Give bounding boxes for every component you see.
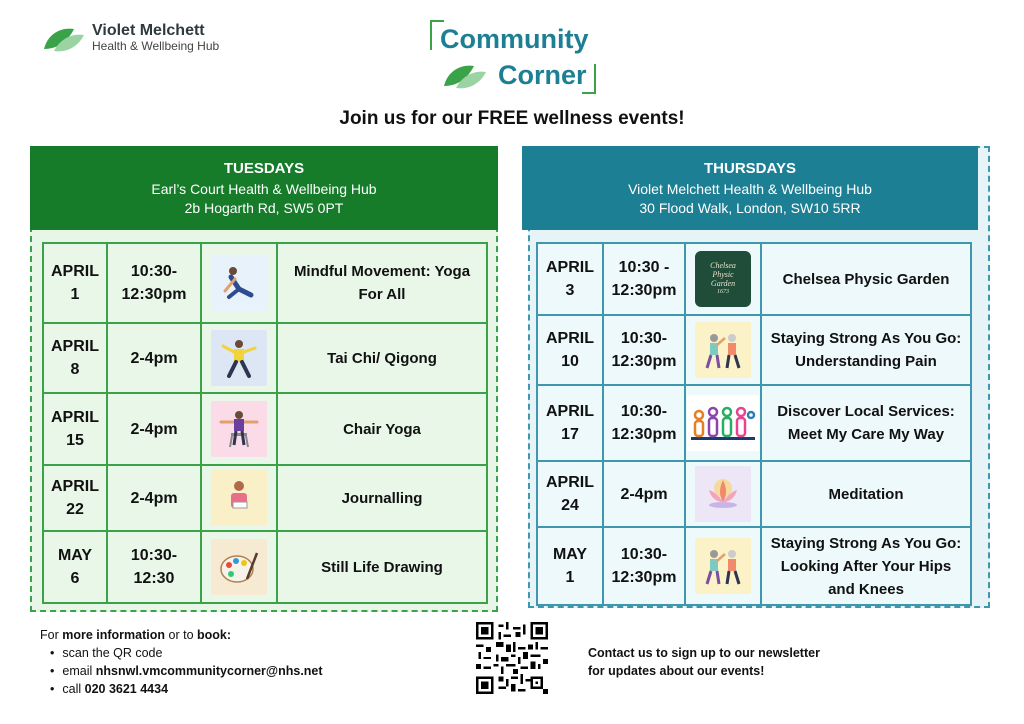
event-title: Staying Strong As You Go: Understanding Pain (761, 315, 971, 385)
tuesdays-header (30, 146, 498, 230)
event-time: 10:30- 12:30 (107, 531, 201, 603)
table-row (537, 243, 971, 315)
event-title: Meditation (761, 461, 971, 527)
event-image (685, 243, 761, 315)
event-image (685, 315, 761, 385)
event-date: APRIL 3 (537, 243, 603, 315)
table-row (43, 531, 487, 603)
panel-venue: Earl’s Court Health & Wellbeing Hub (151, 181, 377, 197)
event-time: 2-4pm (603, 461, 685, 527)
chair-yoga-icon (211, 401, 267, 457)
thursdays-table (536, 242, 972, 606)
palette-icon (211, 539, 267, 595)
leaf-icon (40, 23, 86, 53)
event-time: 2-4pm (107, 323, 201, 393)
event-title: Staying Strong As You Go: Looking After Your Hips and Knees (761, 527, 971, 605)
brand-subtitle: Health & Wellbeing Hub (92, 39, 220, 53)
garden-badge-icon: Chelsea Physic Garden 1673 (695, 251, 751, 307)
info-list (40, 644, 323, 698)
phone-number[interactable]: 020 3621 4434 (84, 682, 169, 696)
info-intro: For more information or to book: (40, 628, 232, 642)
tai-chi-icon (211, 330, 267, 386)
panel-day: THURSDAYS (704, 160, 796, 177)
event-time: 2-4pm (107, 393, 201, 465)
event-image (201, 243, 277, 323)
thursdays-header (522, 146, 978, 230)
email-link[interactable]: nhsnwl.vmcommunitycorner@nhs.net (95, 664, 323, 678)
brand-name: Violet Melchett (92, 22, 205, 39)
event-image (201, 323, 277, 393)
table-row (43, 465, 487, 531)
logo-line1: Community (440, 24, 589, 54)
event-time: 10:30- 12:30pm (603, 315, 685, 385)
leaf-icon (440, 60, 490, 90)
newsletter-line: Contact us to sign up to our newsletter (588, 646, 820, 660)
table-row (537, 527, 971, 605)
people-icon (687, 395, 759, 451)
table-row (537, 315, 971, 385)
journal-icon (211, 470, 267, 526)
event-title: Discover Local Services: Meet My Care My Way (761, 385, 971, 461)
event-time: 10:30- 12:30pm (603, 527, 685, 605)
yoga-icon (211, 255, 267, 311)
brand-logo (40, 22, 219, 53)
tuesdays-table (42, 242, 488, 604)
event-image (201, 393, 277, 465)
event-image (201, 465, 277, 531)
event-date: APRIL 1 (43, 243, 107, 323)
panel-address: 30 Flood Walk, London, SW10 5RR (639, 200, 861, 216)
thursdays-panel (528, 146, 990, 608)
qr-code-icon[interactable] (476, 622, 548, 694)
event-title: Still Life Drawing (277, 531, 487, 603)
event-date: APRIL 24 (537, 461, 603, 527)
event-image (201, 531, 277, 603)
event-image (685, 385, 761, 461)
community-corner-logo (430, 20, 600, 94)
event-time: 10:30- 12:30pm (107, 243, 201, 323)
panel-venue: Violet Melchett Health & Wellbeing Hub (628, 181, 872, 197)
list-item: • email nhsnwl.vmcommunitycorner@nhs.net (50, 662, 323, 680)
event-title: Journalling (277, 465, 487, 531)
event-image (685, 461, 761, 527)
event-title: Mindful Movement: Yoga For All (277, 243, 487, 323)
event-title: Chelsea Physic Garden (761, 243, 971, 315)
table-row (537, 385, 971, 461)
list-item: • call 020 3621 4434 (50, 680, 323, 698)
event-date: APRIL 22 (43, 465, 107, 531)
event-time: 2-4pm (107, 465, 201, 531)
contact-info (40, 626, 323, 698)
panel-address: 2b Hogarth Rd, SW5 0PT (184, 200, 344, 216)
exercise-icon (695, 322, 751, 378)
event-title: Tai Chi/ Qigong (277, 323, 487, 393)
event-date: MAY 6 (43, 531, 107, 603)
lotus-icon (695, 466, 751, 522)
table-row (43, 323, 487, 393)
event-date: APRIL 15 (43, 393, 107, 465)
table-row (43, 393, 487, 465)
event-date: APRIL 17 (537, 385, 603, 461)
table-row (537, 461, 971, 527)
event-date: MAY 1 (537, 527, 603, 605)
panel-day: TUESDAYS (223, 160, 305, 177)
event-image (685, 527, 761, 605)
newsletter-note (588, 644, 820, 680)
newsletter-line: for updates about our events! (588, 664, 765, 678)
event-time: 10:30 - 12:30pm (603, 243, 685, 315)
event-date: APRIL 10 (537, 315, 603, 385)
list-item: • scan the QR code (50, 644, 323, 662)
tuesdays-panel (30, 146, 498, 612)
table-row (43, 243, 487, 323)
event-title: Chair Yoga (277, 393, 487, 465)
logo-line2: Corner (498, 60, 587, 90)
exercise-icon (695, 538, 751, 594)
event-date: APRIL 8 (43, 323, 107, 393)
page-headline: Join us for our FREE wellness events! (339, 108, 685, 129)
event-time: 10:30- 12:30pm (603, 385, 685, 461)
